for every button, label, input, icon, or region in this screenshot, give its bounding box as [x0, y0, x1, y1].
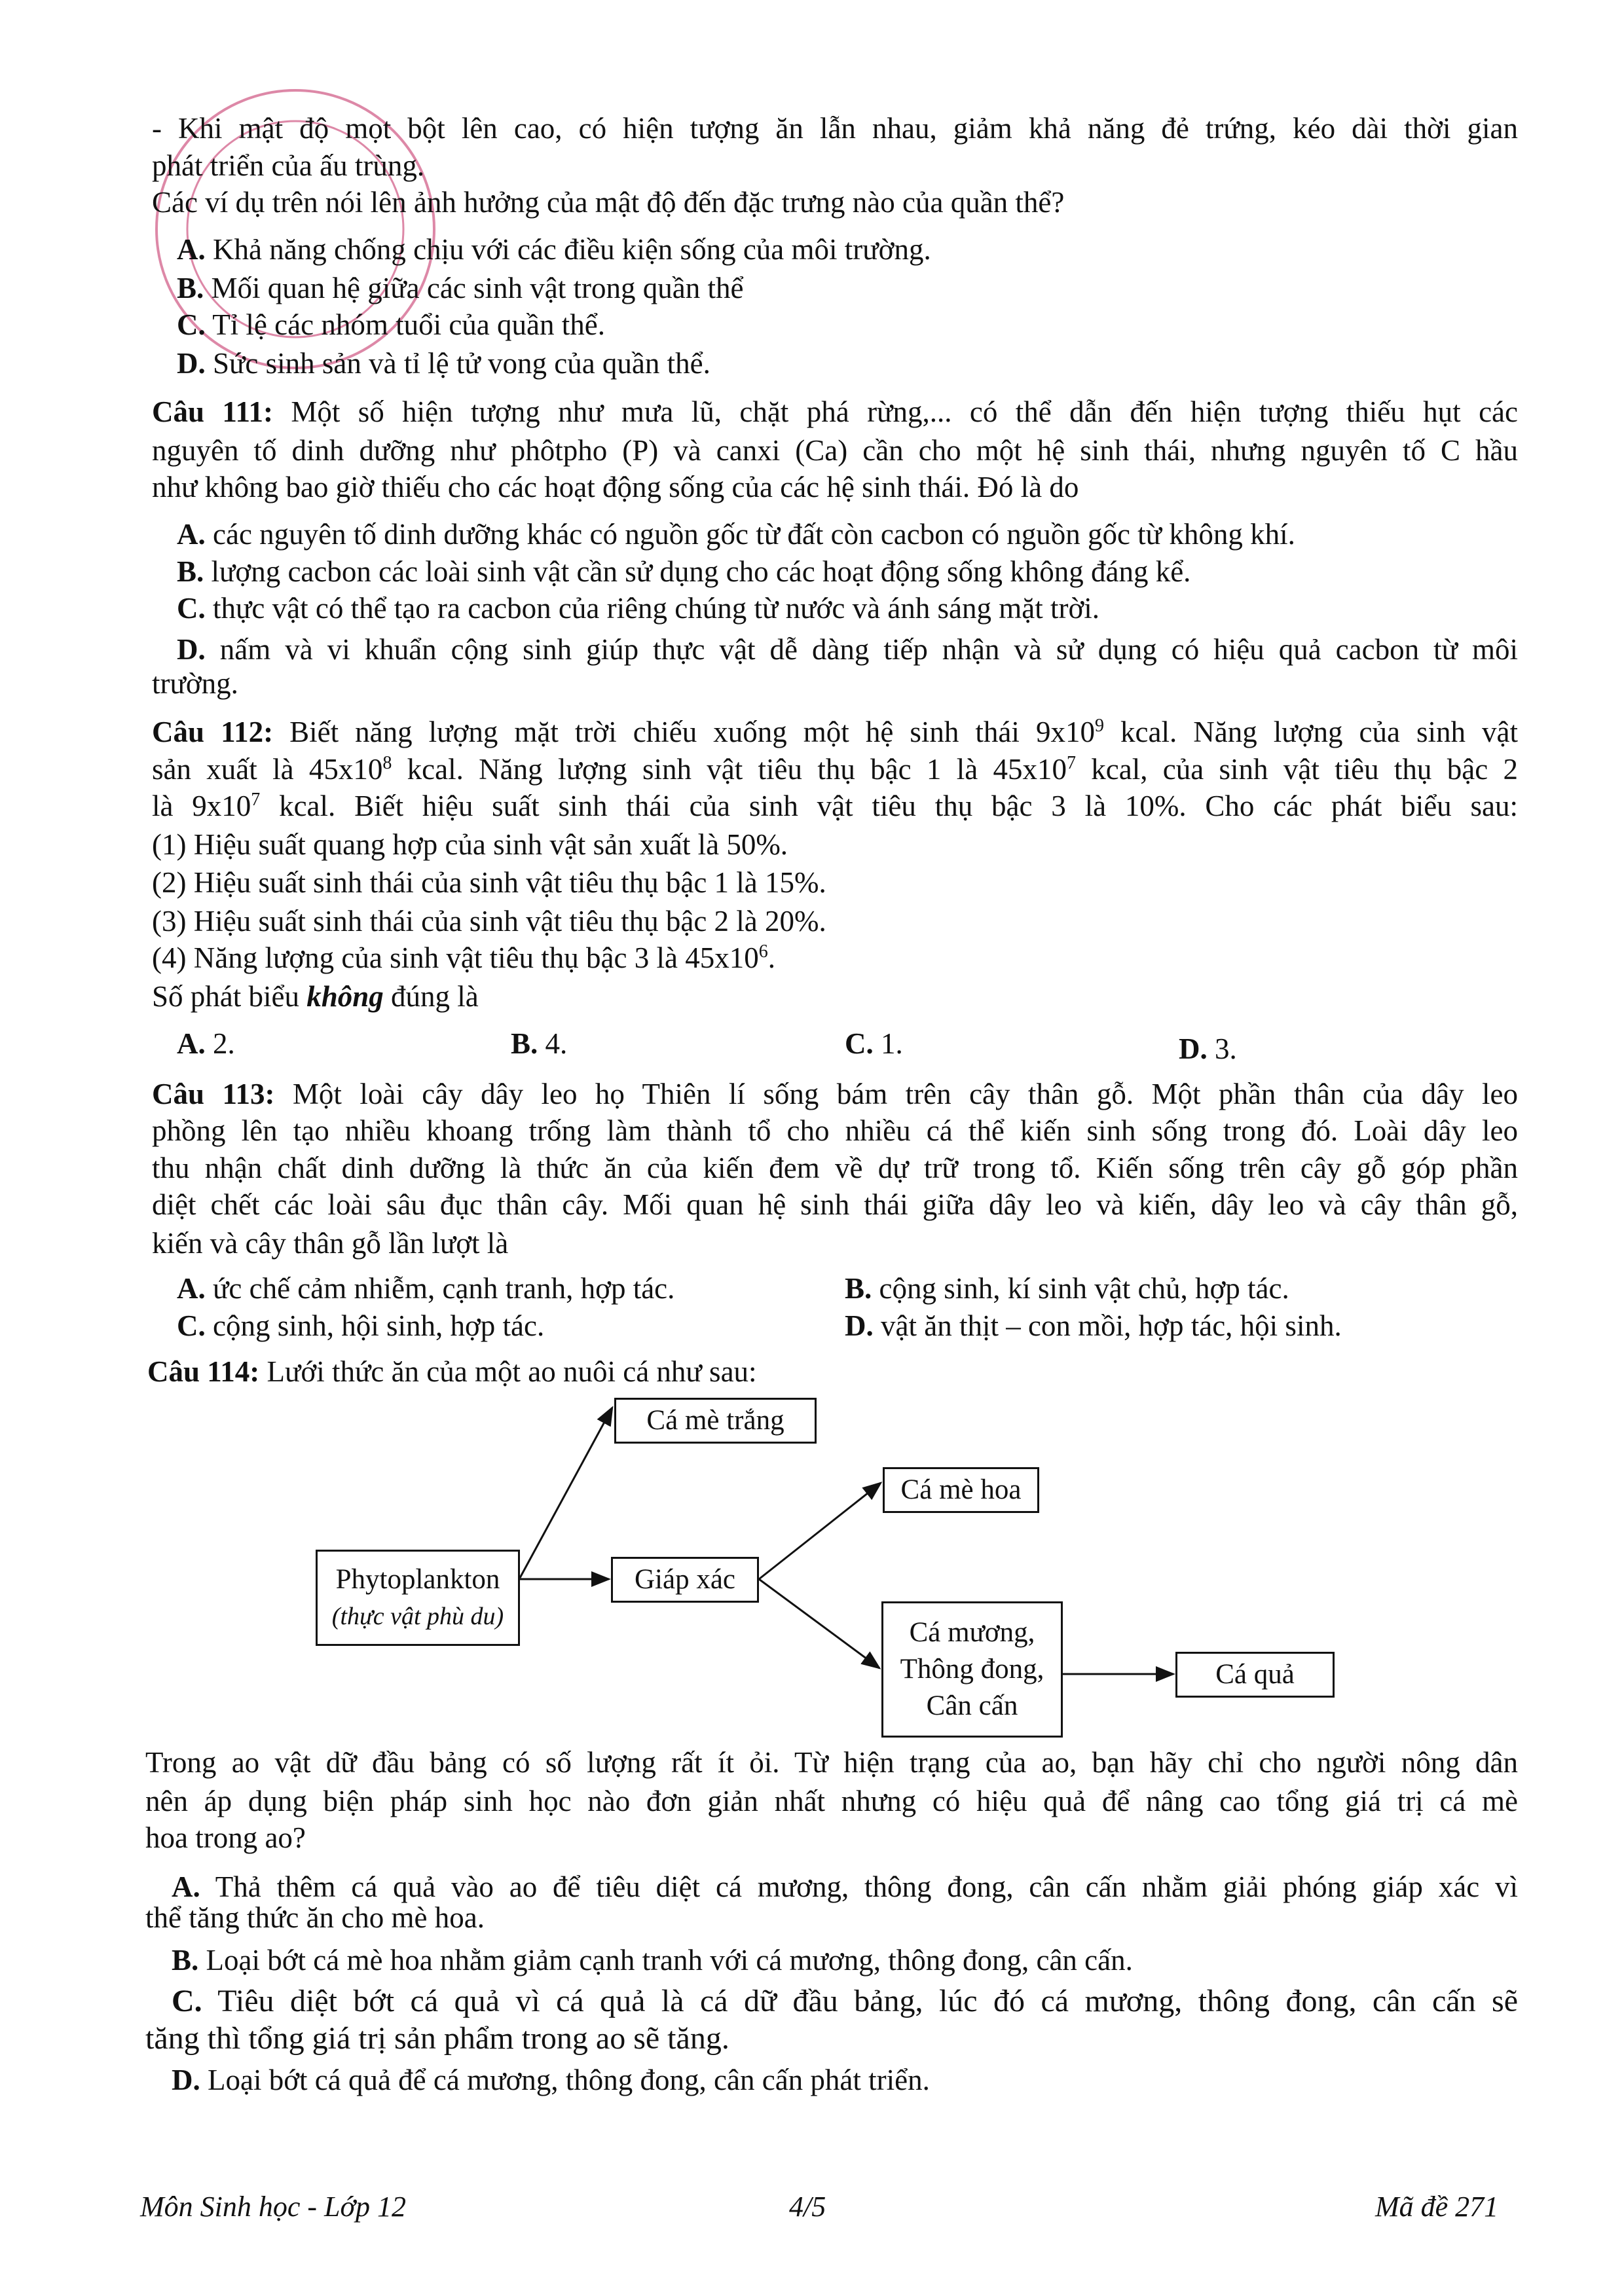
arrow-giap-xac-muong [759, 1579, 879, 1668]
q114-intro: Câu 114: Lưới thức ăn của một ao nuôi cá như sau: [147, 1355, 757, 1388]
q111-line1: Câu 111: Một số hiện tượng như mưa lũ, chặt phá rừng,... có thể dẫn đến hiện tượng thiếu hụt các [152, 395, 1518, 428]
q112-option-d: D. 3. [1179, 1032, 1237, 1065]
q112-option-b: B. 4. [511, 1027, 568, 1060]
q112-ask: Số phát biểu không đúng là [152, 980, 479, 1013]
q112-statement-1: (1) Hiệu suất quang hợp của sinh vật sản xuất là 50%. [152, 828, 788, 861]
q113-option-a: A. ức chế cảm nhiễm, cạnh tranh, hợp tác. [177, 1272, 675, 1305]
node-ca-muong: Cá mương, Thông đong, Cân cấn [881, 1601, 1063, 1738]
q114-option-c-cont: tăng thì tổng giá trị sản phẩm trong ao sẽ tăng. [145, 2021, 729, 2056]
q110-line1: - Khi mật độ mọt bột lên cao, có hiện tượng ăn lẫn nhau, giảm khả năng đẻ trứng, kéo dài thời gian [152, 112, 1518, 145]
arrow-giap-xac-me-hoa [759, 1483, 881, 1579]
q113-line3: thu nhận chất dinh dưỡng là thức ăn của kiến đem về dự trữ trong tổ. Kiến sống trên cây gỗ góp phần [152, 1152, 1518, 1184]
q111-line3: như không bao giờ thiếu cho các hoạt động sống của các hệ sinh thái. Đó là do [152, 471, 1079, 503]
q113-line2: phồng lên tạo nhiều khoang trống làm thành tổ cho nhiều cá thể kiến sinh sống trong đó. Loài dây leo [152, 1114, 1518, 1147]
q112-statement-4: (4) Năng lượng của sinh vật tiêu thụ bậc 3 là $45x10^6$. [152, 941, 775, 974]
q110-option-b: B. Mối quan hệ giữa các sinh vật trong quần thể [177, 272, 744, 304]
q110-question: Các ví dụ trên nói lên ảnh hưởng của mật độ đến đặc trưng nào của quần thể? [152, 186, 1065, 219]
footer-exam-code: Mã đề 271 [1375, 2191, 1499, 2223]
arrow-phyto-me-trang [520, 1408, 612, 1578]
q113-option-c: C. cộng sinh, hội sinh, hợp tác. [177, 1309, 545, 1342]
q113-option-d: D. vật ăn thịt – con mồi, hợp tác, hội sinh. [845, 1309, 1342, 1342]
q112-option-c: C. 1. [845, 1027, 903, 1060]
q111-option-c: C. thực vật có thể tạo ra cacbon của riêng chúng từ nước và ánh sáng mặt trời. [177, 592, 1100, 625]
q114-option-a-cont: thể tăng thức ăn cho mè hoa. [145, 1901, 485, 1934]
q114-line1: Trong ao vật dữ đầu bảng có số lượng rất ít ỏi. Từ hiện trạng của ao, bạn hãy chỉ cho người nông dân [145, 1746, 1518, 1779]
q111-option-d-cont: trường. [152, 667, 238, 700]
q113-option-b: B. cộng sinh, kí sinh vật chủ, hợp tác. [845, 1272, 1289, 1305]
q111-option-a: A. các nguyên tố dinh dưỡng khác có nguồn gốc từ đất còn cacbon có nguồn gốc từ không khí. [177, 518, 1295, 551]
node-ca-me-hoa: Cá mè hoa [883, 1467, 1039, 1513]
q113-line1: Câu 113: Một loài cây dây leo họ Thiên lí sống bám trên cây thân gỗ. Một phần thân của dây leo [152, 1078, 1518, 1110]
q111-option-d: D. nấm và vi khuẩn cộng sinh giúp thực vật dễ dàng tiếp nhận và sử dụng có hiệu quả cacbon từ môi [177, 633, 1518, 666]
q112-statement-2: (2) Hiệu suất sinh thái của sinh vật tiêu thụ bậc 1 là 15%. [152, 866, 826, 899]
q110-option-a: A. Khả năng chống chịu với các điều kiện sống của môi trường. [177, 233, 931, 266]
q112-line2: sản xuất là $45x10^8$ kcal. Năng lượng sinh vật tiêu thụ bậc 1 là $45x10^7$ kcal, của sinh vật tiêu thụ bậc 2 [152, 753, 1518, 786]
q111-option-b: B. lượng cacbon các loài sinh vật cần sử dụng cho các hoạt động sống không đáng kể. [177, 555, 1191, 588]
q114-option-d: D. Loại bớt cá quả để cá mương, thông đong, cân cấn phát triển. [172, 2064, 930, 2096]
node-phytoplankton: Phytoplankton (thực vật phù du) [316, 1550, 520, 1646]
q113-line5: kiến và cây thân gỗ lần lượt là [152, 1227, 509, 1260]
node-ca-me-trang: Cá mè trắng [614, 1398, 817, 1444]
q114-option-a: A. Thả thêm cá quả vào ao để tiêu diệt cá mương, thông đong, cân cấn nhằm giải phóng giáp xác vì [172, 1870, 1518, 1903]
q110-option-d: D. Sức sinh sản và tỉ lệ tử vong của quần thể. [177, 347, 710, 380]
q112-line1: Câu 112: Biết năng lượng mặt trời chiếu xuống một hệ sinh thái $9x10^9$ kcal. Năng lượng của sinh vật [152, 716, 1519, 748]
q114-line3: hoa trong ao? [145, 1821, 306, 1854]
q112-option-a: A. 2. [177, 1027, 235, 1060]
q114-option-b: B. Loại bớt cá mè hoa nhằm giảm cạnh tranh với cá mương, thông đong, cân cấn. [172, 1944, 1133, 1977]
q110-option-c: C. Tỉ lệ các nhóm tuổi của quần thể. [177, 308, 605, 341]
footer-subject: Môn Sinh học - Lớp 12 [140, 2191, 407, 2223]
q112-line3: là $9x10^7$ kcal. Biết hiệu suất sinh thái của sinh vật tiêu thụ bậc 3 là 10%. Cho các phát biểu sau: [152, 790, 1518, 822]
q110-line2: phát triển của ấu trùng. [152, 149, 425, 182]
q114-line2: nên áp dụng biện pháp sinh học nào đơn giản nhất nhưng có hiệu quả để nâng cao tổng giá trị cá mè [145, 1785, 1518, 1817]
q113-line4: diệt chết các loài sâu đục thân cây. Mối quan hệ sinh thái giữa dây leo và kiến, dây leo và cây thân gỗ, [152, 1188, 1518, 1221]
footer-page-number: 4/5 [789, 2191, 826, 2223]
node-giap-xac: Giáp xác [611, 1557, 759, 1603]
q112-statement-3: (3) Hiệu suất sinh thái của sinh vật tiêu thụ bậc 2 là 20%. [152, 905, 826, 938]
q111-line2: nguyên tố dinh dưỡng như phôtpho (P) và canxi (Ca) cần cho một hệ sinh thái, nhưng nguyên tố C hầu [152, 434, 1518, 467]
node-ca-qua: Cá quả [1175, 1652, 1335, 1698]
q114-option-c: C. Tiêu diệt bớt cá quả vì cá quả là cá dữ đầu bảng, lúc đó cá mương, thông đong, cân cấn sẽ [172, 1984, 1518, 2018]
